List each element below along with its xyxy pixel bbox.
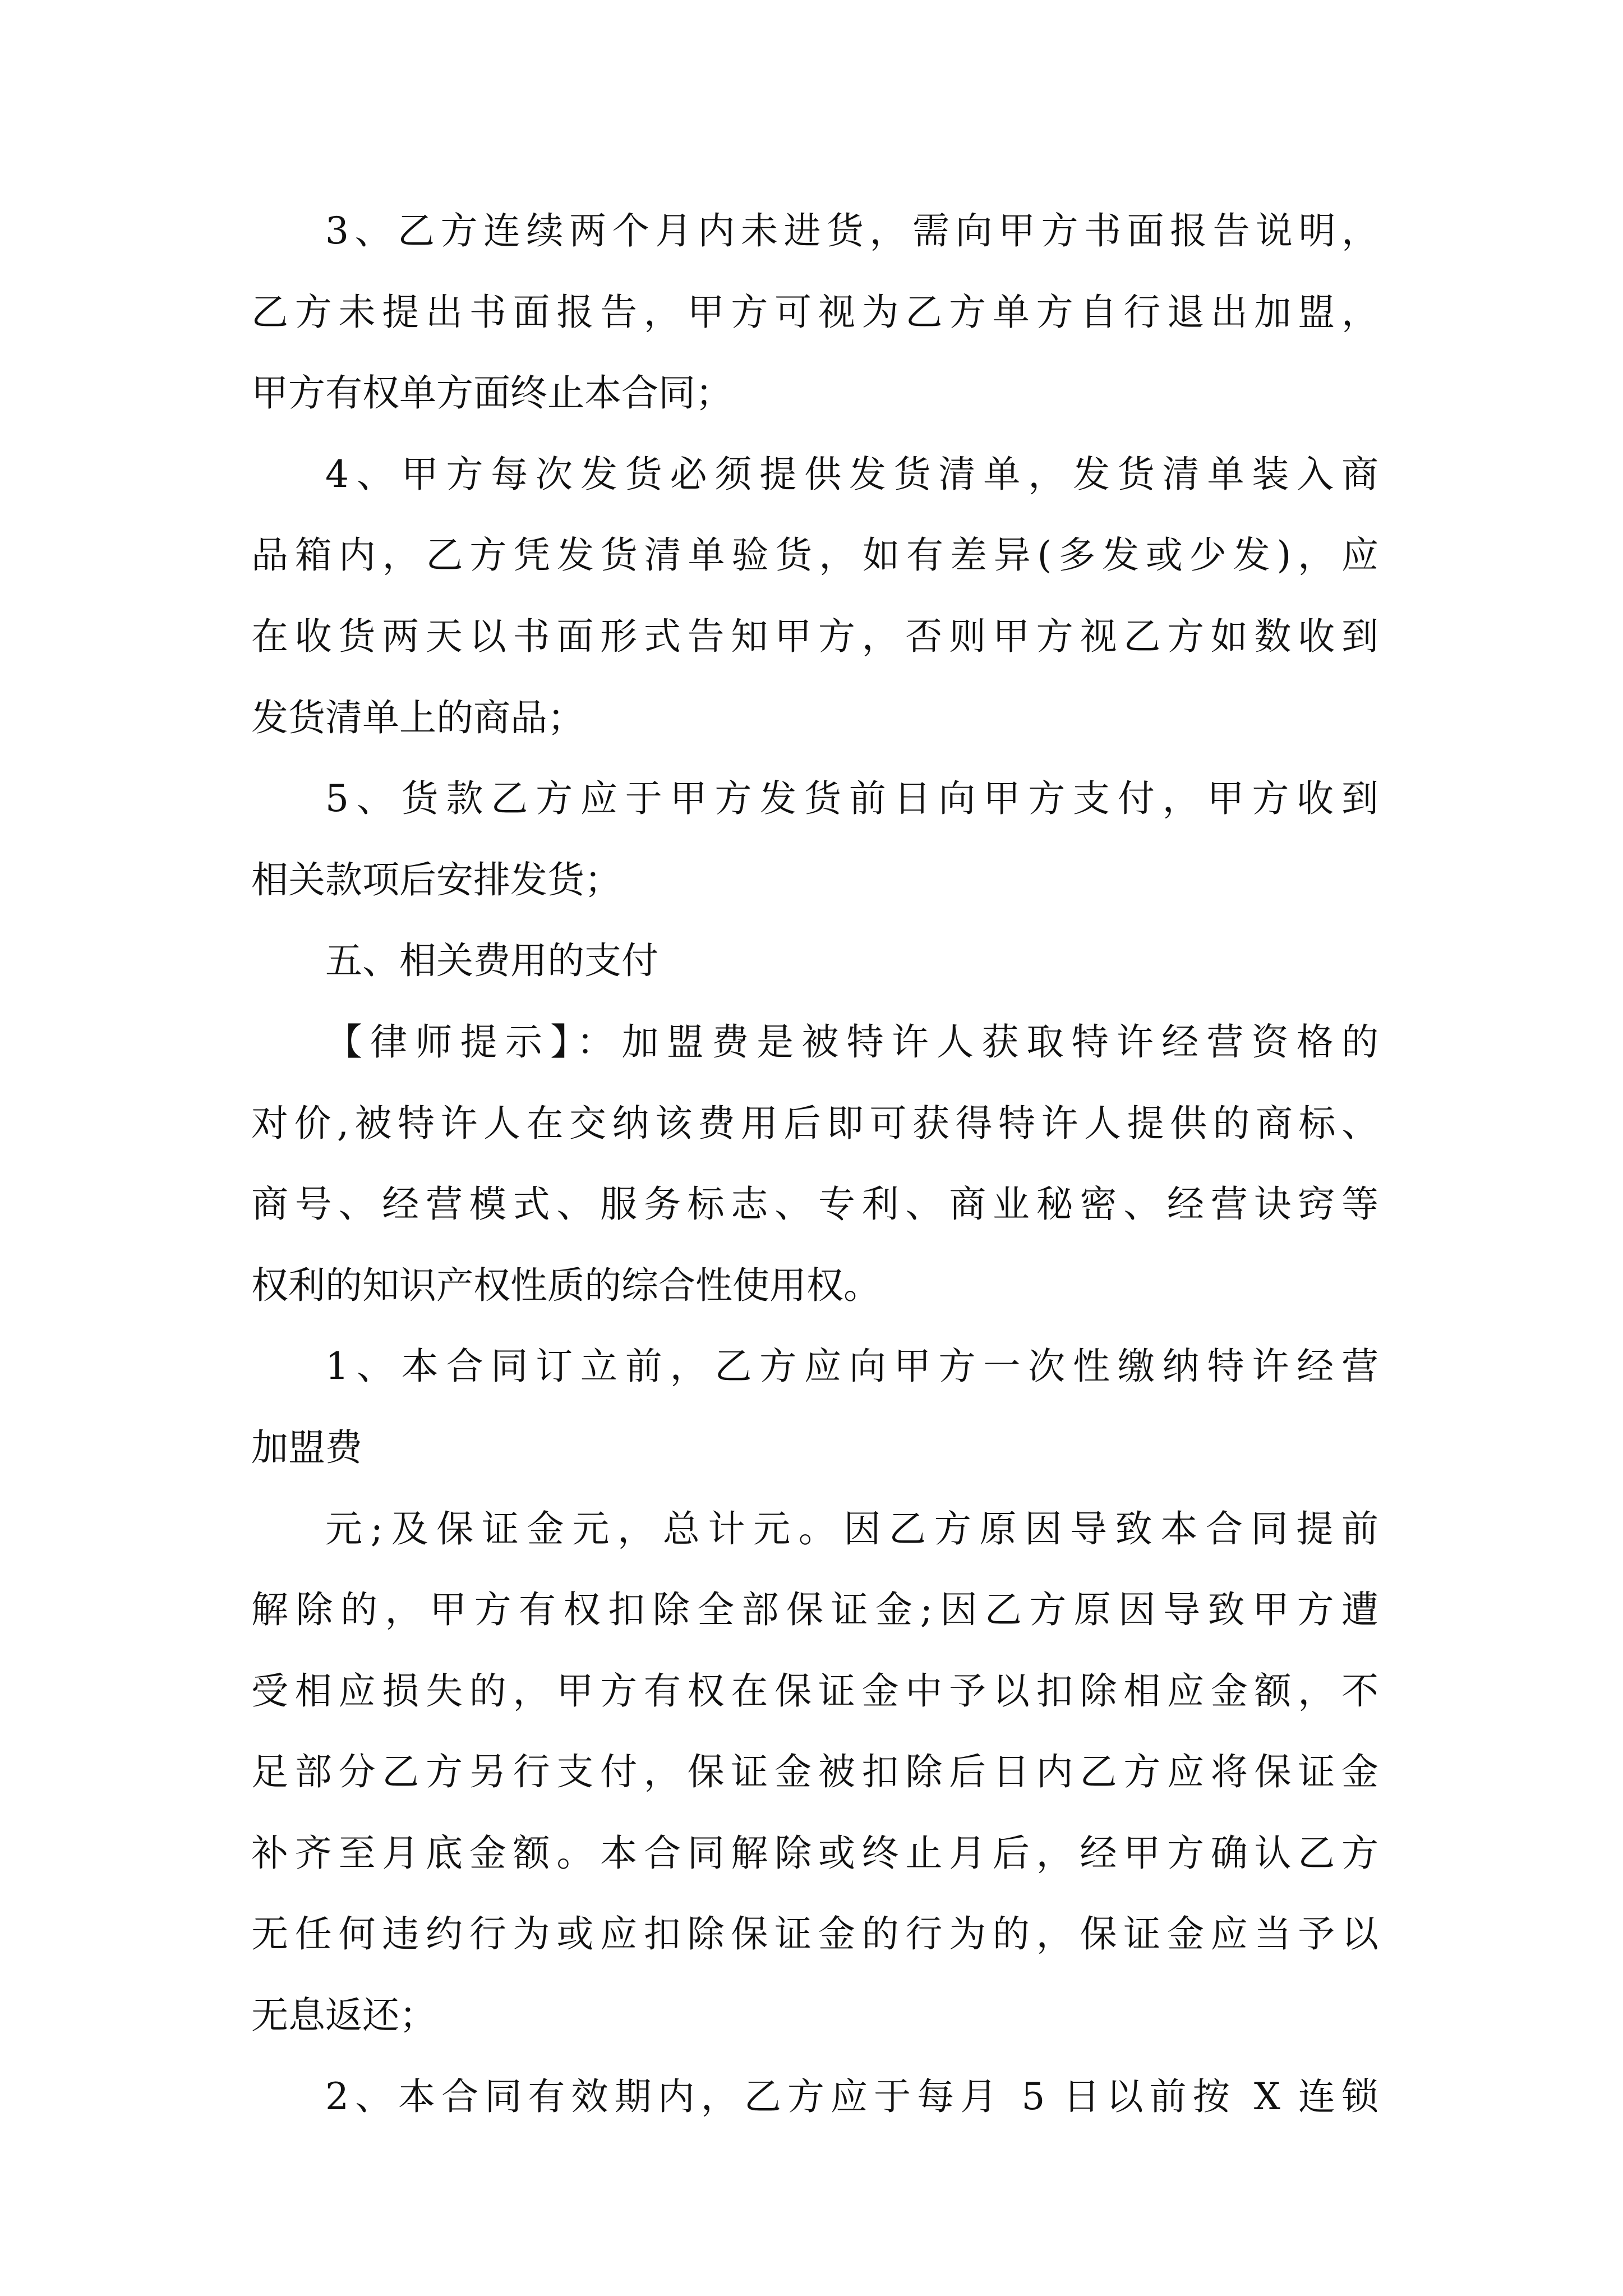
text-line: 2、本合同有效期内，乙方应于每月 5 日以前按 X 连锁 [325, 2074, 1378, 2118]
text-line: 元;及保证金元，总计元。因乙方原因导致本合同提前 [325, 1507, 1378, 1550]
text-line: 补齐至月底金额。本合同解除或终止月后，经甲方确认乙方 [251, 1831, 1378, 1875]
text-line: 5、货款乙方应于甲方发货前日向甲方支付，甲方收到 [325, 777, 1378, 821]
text-line: 受相应损失的，甲方有权在保证金中予以扣除相应金额，不 [251, 1669, 1378, 1713]
text-line: 相关款项后安排发货； [251, 858, 621, 901]
text-line: 在收货两天以书面形式告知甲方，否则甲方视乙方如数收到 [251, 614, 1378, 658]
text-line: 1、本合同订立前，乙方应向甲方一次性缴纳特许经营 [325, 1345, 1378, 1388]
text-line: 商号、经营模式、服务标志、专利、商业秘密、经营诀窍等 [251, 1182, 1378, 1226]
text-line: 加盟费 [251, 1425, 362, 1469]
document-body [251, 191, 1378, 2137]
text-line: 对价,被特许人在交纳该费用后即可获得特许人提供的商标、 [251, 1101, 1378, 1145]
text-line: 3、乙方连续两个月内未进货，需向甲方书面报告说明， [325, 209, 1378, 252]
text-line: 无息返还； [251, 1994, 436, 2037]
text-line: 足部分乙方另行支付，保证金被扣除后日内乙方应将保证金 [251, 1750, 1378, 1794]
text-line: 【律师提示】：加盟费是被特许人获取特许经营资格的 [325, 1020, 1378, 1064]
text-line: 品箱内，乙方凭发货清单验货，如有差异(多发或少发)，应 [251, 533, 1378, 577]
text-line: 五、相关费用的支付 [325, 939, 658, 983]
text-line: 无任何违约行为或应扣除保证金的行为的，保证金应当予以 [251, 1912, 1378, 1956]
text-line: 发货清单上的商品； [251, 696, 584, 739]
text-line: 解除的，甲方有权扣除全部保证金;因乙方原因导致甲方遭 [251, 1588, 1378, 1632]
text-line: 4、甲方每次发货必须提供发货清单，发货清单装入商 [325, 452, 1378, 496]
text-line: 乙方未提出书面报告，甲方可视为乙方单方自行退出加盟， [251, 290, 1378, 334]
text-line: 甲方有权单方面终止本合同； [251, 371, 732, 415]
text-line: 权利的知识产权性质的综合性使用权。 [251, 1263, 880, 1307]
